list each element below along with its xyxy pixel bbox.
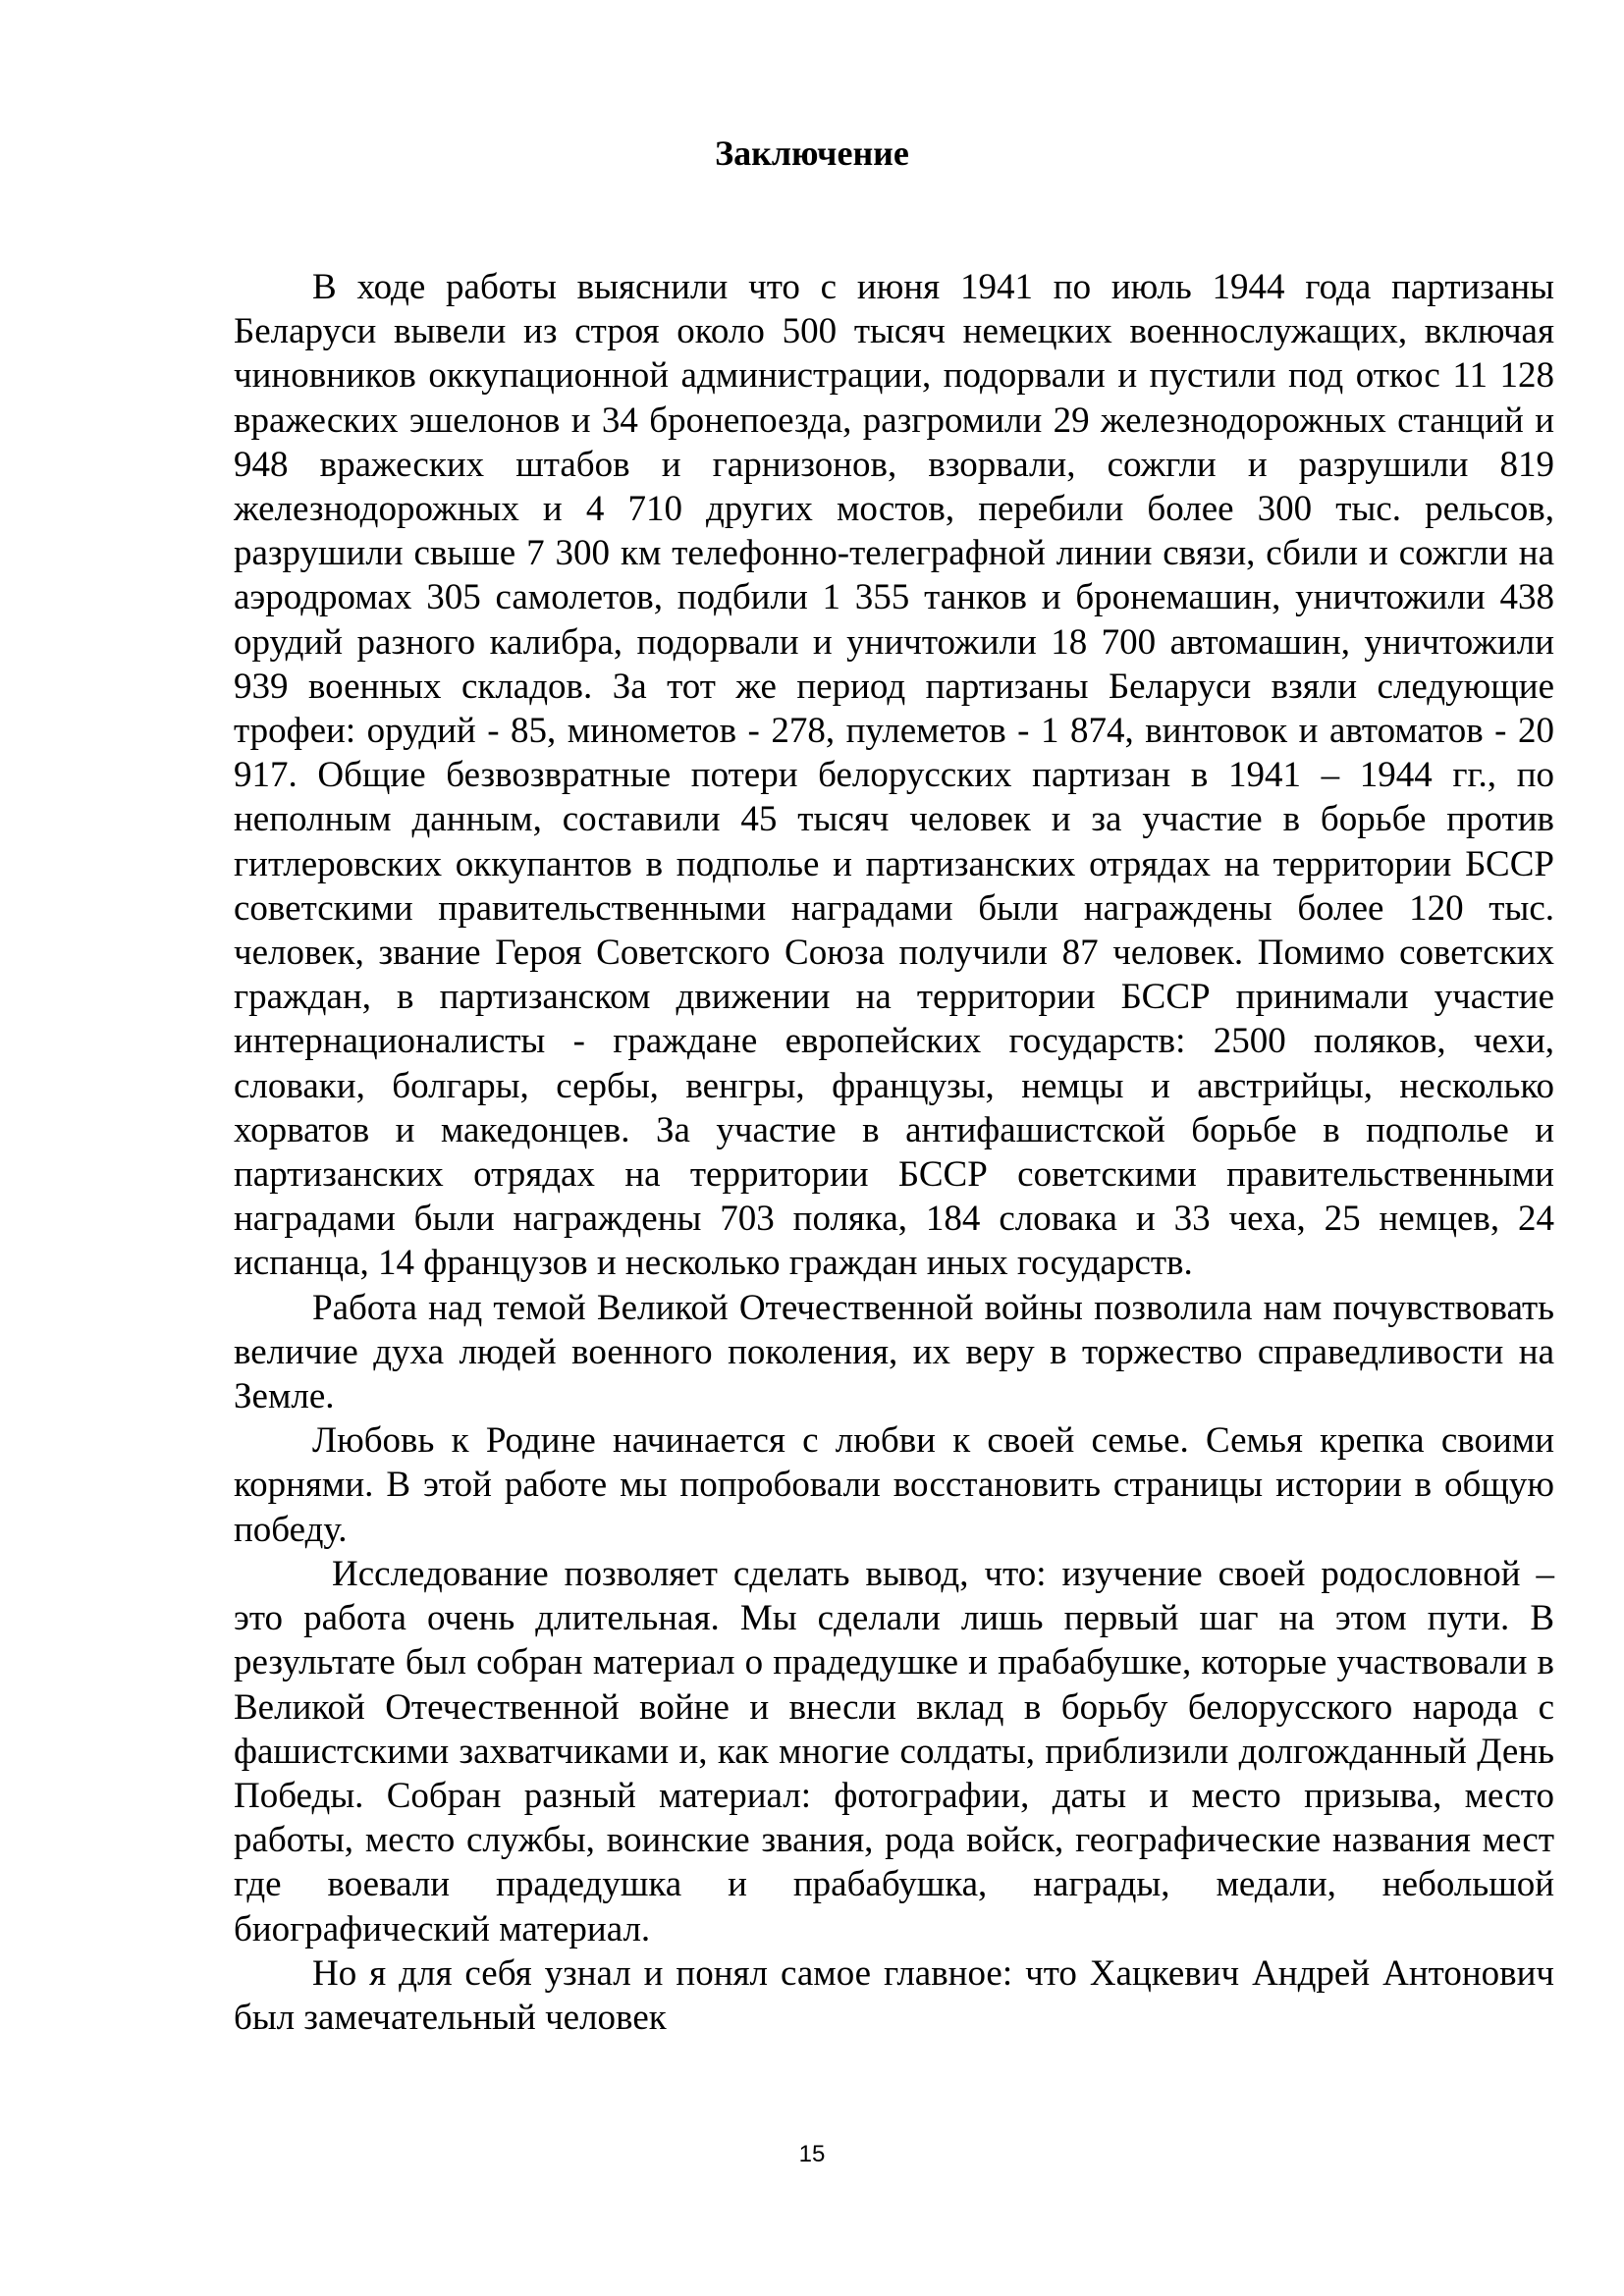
page-title: Заключение bbox=[715, 133, 909, 173]
paragraph-statistics: В ходе работы выяснили что с июня 1941 по июль 1944 года партизаны Беларуси вывели из строя около 500 тысяч немецких военнослужащих, включая чиновников оккупационной администрации, подорвали и пустили под откос 11 128 вражеских эшелонов и 34 бронепоезда, разгромили 29 железнодорожных станций и 948 вражеских штабов и гарнизонов, взорвали, сожгли и разрушили 819 железнодорожных и 4 710 других мостов, перебили более 300 тыс. рельсов, разрушили свыше 7 300 км телефонно-телеграфной линии связи, сбили и сожгли на аэродромах 305 самолетов, подбили 1 355 танков и бронемашин, уничтожили 438 орудий разного калибра, подорвали и уничтожили 18 700 автомашин, уничтожили 939 военных складов. За тот же период партизаны Беларуси взяли следующие трофеи: орудий - 85, минометов - 278, пулеметов - 1 874, винтовок и автоматов - 20 917. Общие безвозвратные потери белорусских партизан в 1941 – 1944 гг., по неполным данным, составили 45 тысяч человек и за участие в борьбе против гитлеровских оккупантов в подполье и партизанских отрядах на территории БССР советскими правительственными наградами были награждены более 120 тыс. человек, звание Героя Советского Союза получили 87 человек. Помимо советских граждан, в партизанском движении на территории БССР принимали участие интернационалисты - граждане европейских государств: 2500 поляков, чехи, словаки, болгары, сербы, венгры, французы, немцы и австрийцы, несколько хорватов и македонцев. За участие в антифашистской борьбе в подполье и партизанских отрядах на территории БССР советскими правительственными наградами были награждены 703 поляка, 184 словака и 33 чеха, 25 немцев, 24 испанца, 14 французов и несколько граждан иных государств. bbox=[234, 267, 1554, 1284]
paragraph-research-conclusion: Исследование позволяет сделать вывод, что: изучение своей родословной – это работа очень длительная. Мы сделали лишь первый шаг на этом пути. В результате был собран материал о прадедушке и прабабушке, которые участвовали в Великой Отечественной войне и внесли вклад в борьбу белорусского народа с фашистскими захватчиками и, как многие солдаты, приблизили долгожданный День Победы. Собран разный материал: фотографии, даты и место призыва, место работы, место службы, воинские звания, рода войск, географические названия мест где воевали прадедушка и прабабушка, награды, медали, небольшой биографический материал. bbox=[234, 1553, 1554, 1949]
paragraph-final-thought: Но я для себя узнал и понял самое главное: что Хацкевич Андрей Антонович был замечательный человек bbox=[234, 1952, 1554, 2038]
body-text bbox=[234, 265, 1554, 2040]
page-number: 15 bbox=[798, 2141, 826, 2167]
paragraph-war-theme: Работа над темой Великой Отечественной войны позволила нам почувствовать величие духа людей военного поколения, их веру в торжество справедливости на Земле. bbox=[234, 1287, 1554, 1417]
paragraph-love-of-homeland: Любовь к Родине начинается с любви к своей семье. Семья крепка своими корнями. В этой работе мы попробовали восстановить страницы истории в общую победу. bbox=[234, 1420, 1554, 1550]
